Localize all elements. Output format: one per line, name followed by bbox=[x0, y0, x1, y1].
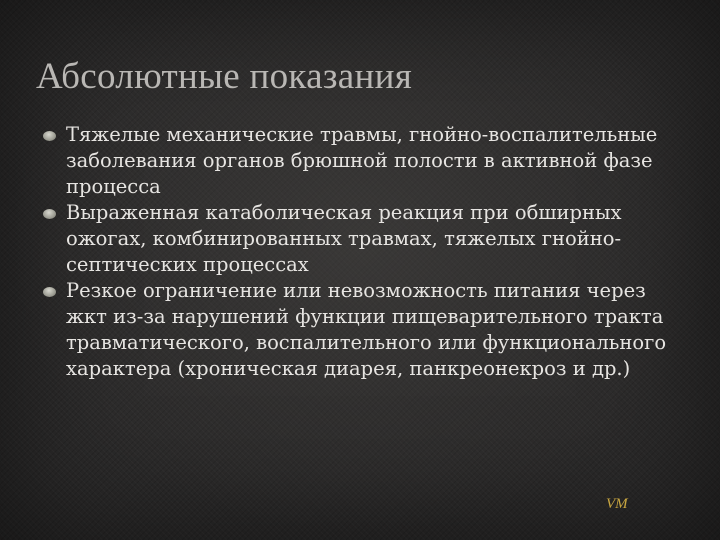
bullet-list bbox=[40, 122, 690, 382]
bullet-text: Выраженная катаболическая реакция при обширных ожогах, комбинированных травмах, тяжелых гнойно-септических процессах bbox=[66, 201, 622, 276]
footer-mark: VM bbox=[606, 496, 628, 512]
list-item bbox=[40, 122, 690, 200]
bullet-dot-icon bbox=[43, 131, 56, 141]
bullet-text: Тяжелые механические травмы, гнойно-воспалительные заболевания органов брюшной полости в активной фазе процесса bbox=[66, 123, 658, 198]
slide-title: Абсолютные показания bbox=[36, 56, 413, 97]
bullet-dot-icon bbox=[43, 287, 56, 297]
list-item bbox=[40, 278, 690, 382]
bullet-dot-icon bbox=[43, 209, 56, 219]
bullet-text: Резкое ограничение или невозможность питания через жкт из-за нарушений функции пищеварительного тракта травматического, воспалительного или функционального характера (хроническая диарея, панкреонекроз и др.) bbox=[66, 279, 667, 380]
list-item bbox=[40, 200, 690, 278]
